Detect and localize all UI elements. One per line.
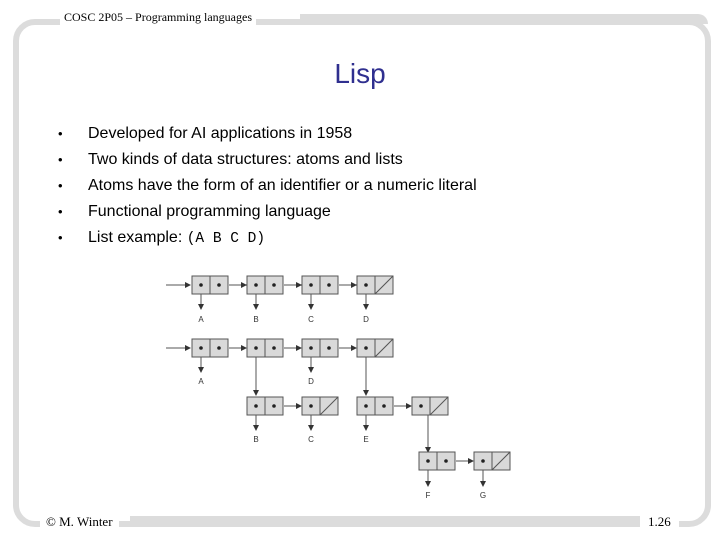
bullet-list [58, 123, 477, 253]
list-structure-diagram [160, 268, 520, 503]
bullet-dot: • [58, 230, 63, 245]
atom-label-b: B [253, 315, 259, 324]
atom-label-f: F [425, 491, 431, 500]
bullet-dot: • [58, 126, 63, 141]
atom-label-c: C [308, 435, 314, 444]
footer-author: © M. Winter [40, 514, 119, 530]
bullet-item [58, 201, 477, 227]
bullet-text: List example: [88, 229, 187, 246]
page-number: 1.26 [640, 514, 679, 530]
bullet-text: Functional programming language [88, 203, 331, 220]
bullet-dot: • [58, 178, 63, 193]
atom-label-e: E [363, 435, 369, 444]
bullet-item [58, 227, 477, 253]
bullet-dot: • [58, 152, 63, 167]
bullet-dot: • [58, 204, 63, 219]
atom-label-g: G [479, 491, 487, 500]
bullet-item [58, 123, 477, 149]
frame-bottom-bar [130, 516, 640, 526]
bullet-text: Developed for AI applications in 1958 [88, 125, 353, 142]
atom-label-b: B [253, 435, 259, 444]
course-header: COSC 2P05 – Programming languages [60, 10, 256, 25]
bullet-item [58, 149, 477, 175]
atom-label-d: D [308, 377, 314, 386]
bullet-text: Two kinds of data structures: atoms and lists [88, 151, 403, 168]
atom-label-a: A [198, 315, 204, 324]
bullet-item [58, 175, 477, 201]
atom-label-d: D [363, 315, 369, 324]
slide-title: Lisp [334, 58, 386, 89]
atom-label-a: A [198, 377, 204, 386]
atom-label-c: C [308, 315, 314, 324]
list-example-code: (A B C D) [186, 231, 266, 247]
bullet-text: Atoms have the form of an identifier or a numeric literal [88, 177, 477, 194]
